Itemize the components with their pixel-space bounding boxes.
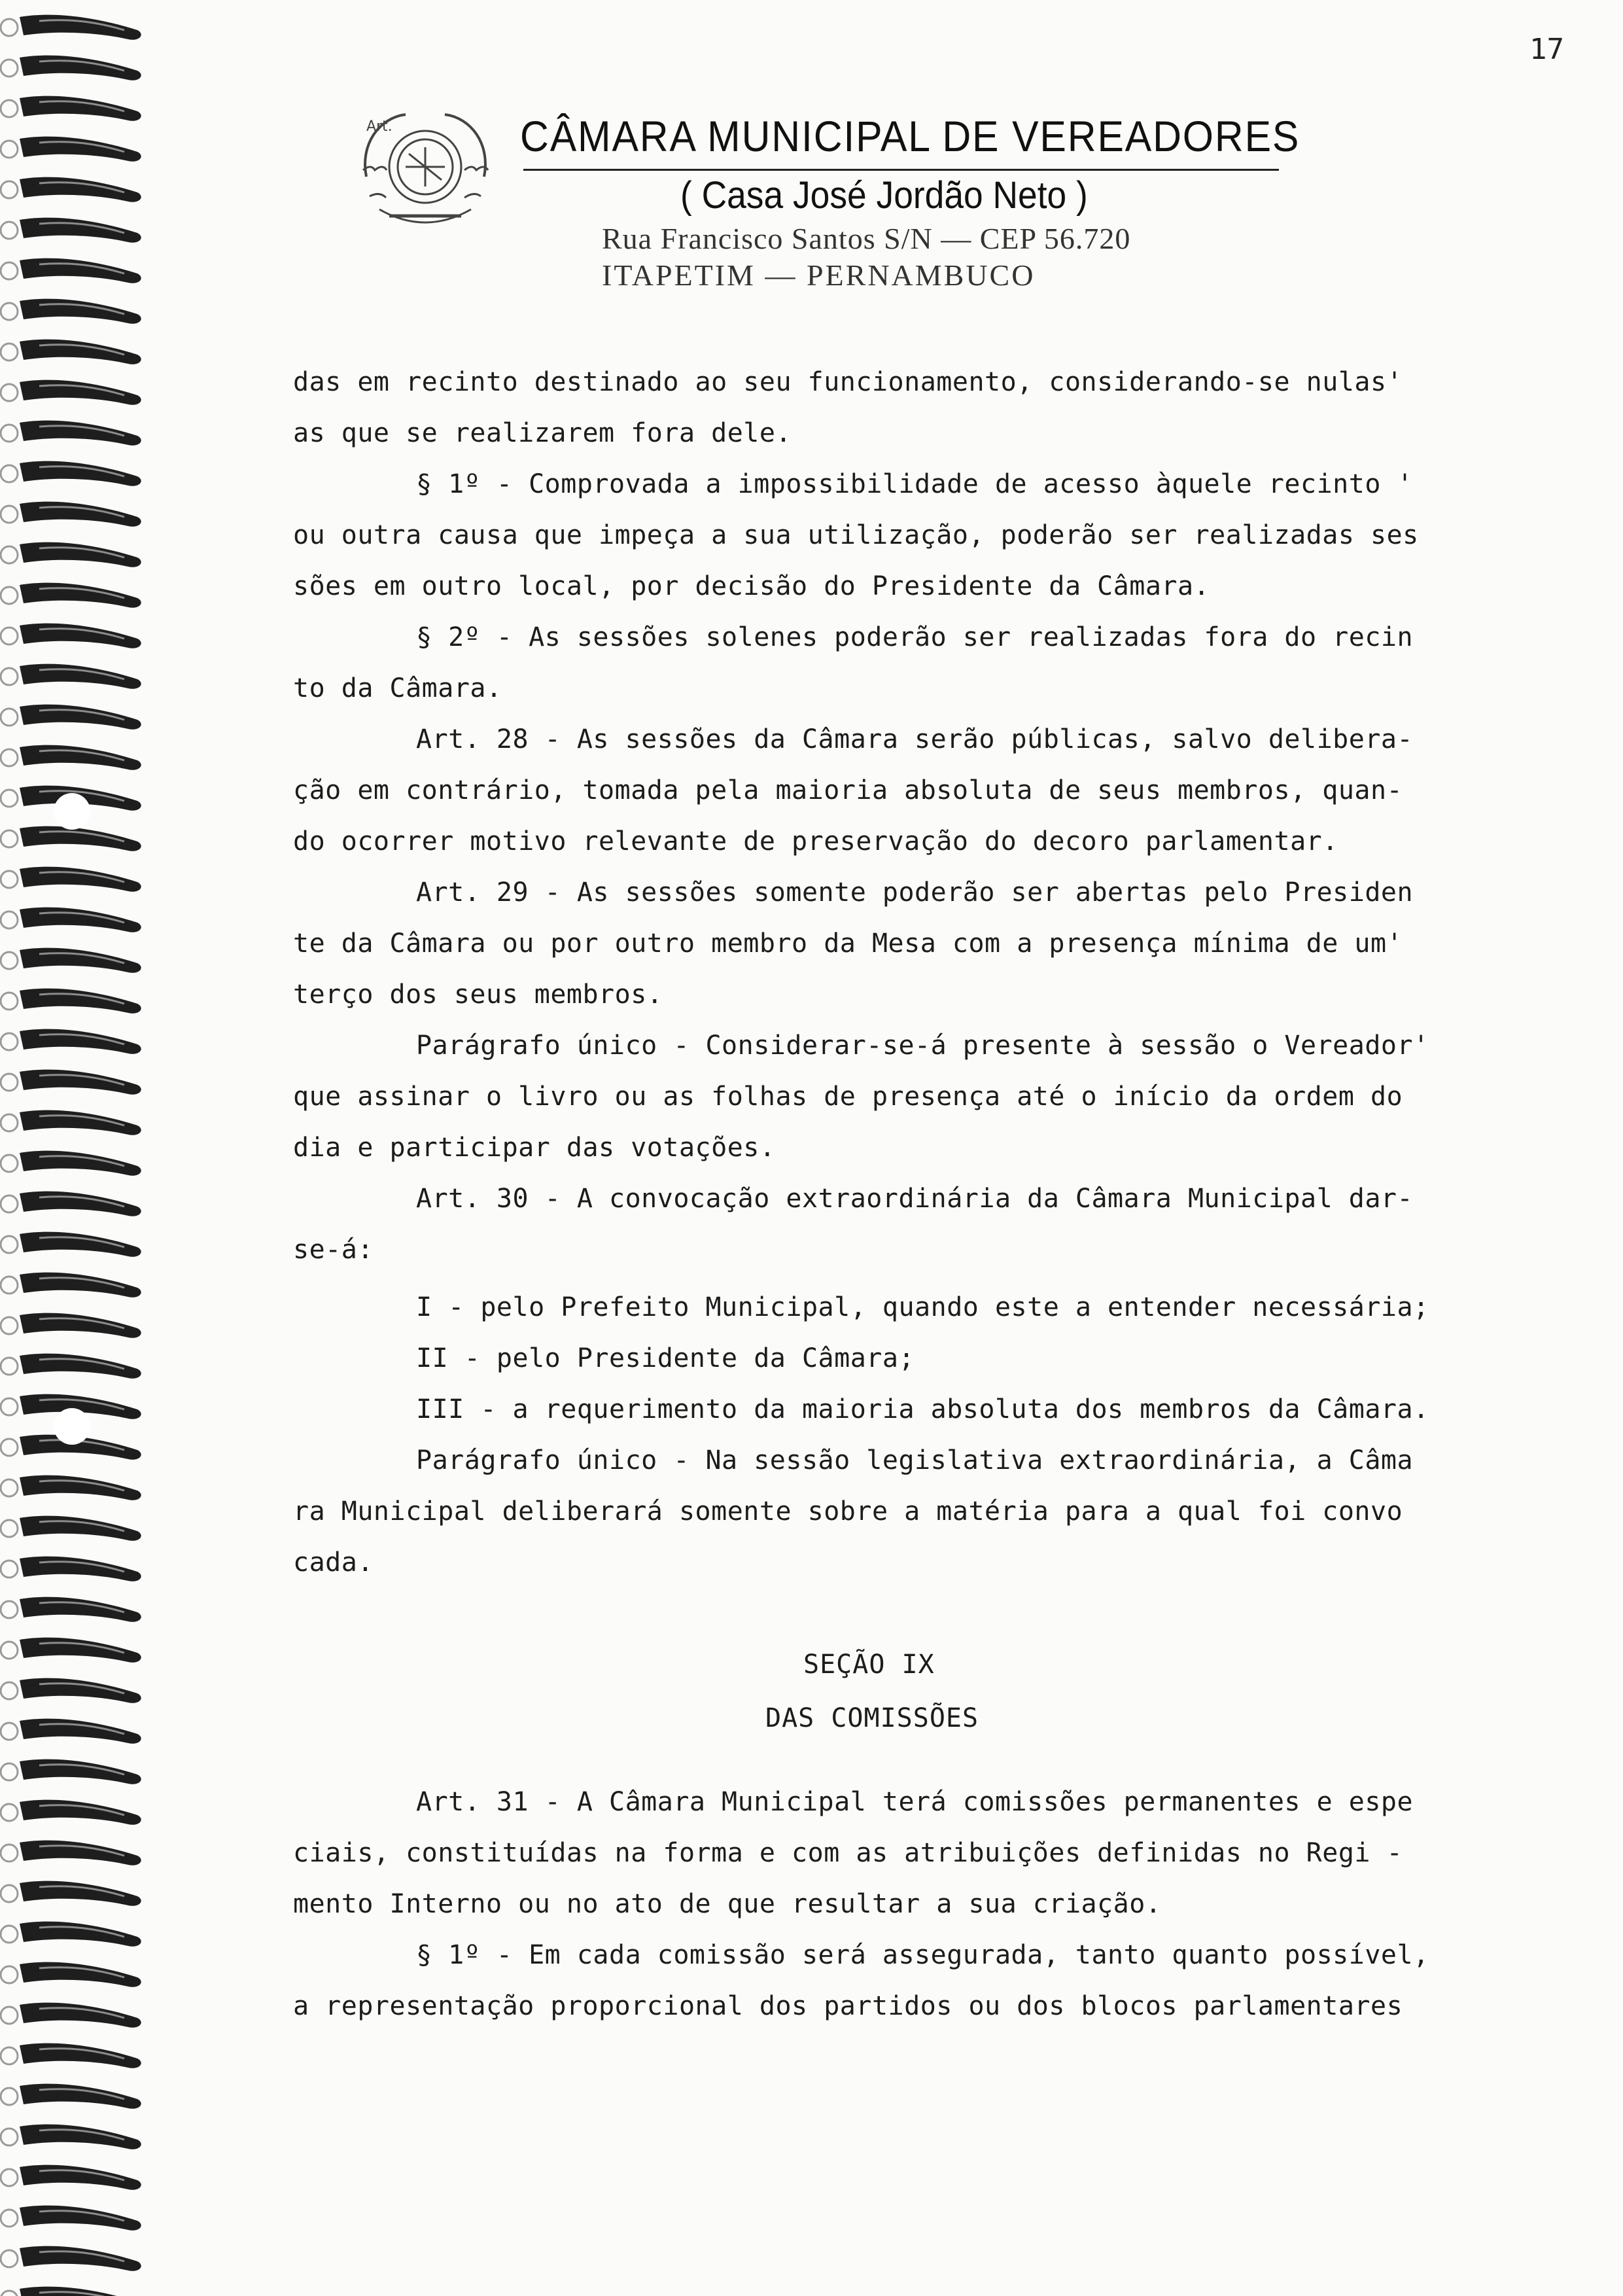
text-line: se-á: — [293, 1235, 374, 1265]
page-number: 17 — [1529, 33, 1564, 66]
text-line: Art. 30 - A convocação extraordinária da Câmara Municipal dar- — [416, 1184, 1414, 1214]
text-line: te da Câmara ou por outro membro da Mesa com a presença mínima de um' — [293, 928, 1403, 959]
text-line: I - pelo Prefeito Municipal, quando este a entender necessária; — [416, 1292, 1429, 1322]
text-line: Parágrafo único - Considerar-se-á presente à sessão o Vereador' — [416, 1031, 1429, 1061]
text-line: a representação proporcional dos partidos ou dos blocos parlamentares — [293, 1991, 1403, 2021]
text-line: § 1º - Em cada comissão será assegurada, tanto quanto possível, — [416, 1940, 1429, 1970]
text-line: que assinar o livro ou as folhas de presença até o início da ordem do — [293, 1082, 1403, 1112]
text-line: III - a requerimento da maioria absoluta dos membros da Câmara. — [416, 1394, 1429, 1424]
text-line: do ocorrer motivo relevante de preservação do decoro parlamentar. — [293, 826, 1338, 857]
section-subheading: DAS COMISSÕES — [765, 1703, 979, 1733]
text-line: dia e participar das votações. — [293, 1133, 776, 1163]
text-line: sões em outro local, por decisão do Presidente da Câmara. — [293, 571, 1210, 601]
letterhead-title: CÂMARA MUNICIPAL DE VEREADORES — [520, 112, 1300, 160]
text-line: § 1º - Comprovada a impossibilidade de acesso àquele recinto ' — [416, 469, 1414, 499]
section-heading: SEÇÃO IX — [803, 1650, 935, 1680]
text-line: Art. 31 - A Câmara Municipal terá comissões permanentes e espe — [416, 1787, 1414, 1817]
svg-text:Art.: Art. — [366, 118, 393, 135]
text-line: ciais, constituídas na forma e com as atribuições definidas no Regi - — [293, 1838, 1403, 1868]
punched-hole — [54, 793, 90, 830]
letterhead — [353, 98, 1321, 308]
text-line: to da Câmara. — [293, 673, 502, 703]
letterhead-city: ITAPETIM — PERNAMBUCO — [602, 258, 1036, 292]
spiral-binding — [0, 0, 157, 2296]
text-line: Art. 28 - As sessões da Câmara serão públicas, salvo delibera- — [416, 724, 1414, 754]
text-line: § 2º - As sessões solenes poderão ser realizadas fora do recin — [416, 622, 1414, 652]
text-line: ou outra causa que impeça a sua utilização, poderão ser realizadas ses — [293, 520, 1419, 550]
punched-hole — [54, 1408, 90, 1445]
letterhead-subtitle: ( Casa José Jordão Neto ) — [680, 174, 1088, 217]
letterhead-address: Rua Francisco Santos S/N — CEP 56.720 — [602, 222, 1131, 255]
text-line: das em recinto destinado ao seu funcionamento, considerando-se nulas' — [293, 367, 1403, 397]
text-line: terço dos seus membros. — [293, 980, 663, 1010]
municipal-seal-icon — [353, 105, 497, 236]
text-line: as que se realizarem fora dele. — [293, 418, 792, 448]
text-line: mento Interno ou no ato de que resultar a sua criação. — [293, 1889, 1162, 1919]
text-line: Art. 29 - As sessões somente poderão ser abertas pelo Presiden — [416, 877, 1414, 908]
text-line: cada. — [293, 1547, 374, 1578]
text-line: ção em contrário, tomada pela maioria absoluta de seus membros, quan- — [293, 775, 1403, 805]
text-line: II - pelo Presidente da Câmara; — [416, 1343, 915, 1373]
letterhead-rule — [523, 169, 1279, 171]
text-line: Parágrafo único - Na sessão legislativa extraordinária, a Câma — [416, 1445, 1414, 1475]
text-line: ra Municipal deliberará somente sobre a matéria para a qual foi convo — [293, 1496, 1403, 1527]
